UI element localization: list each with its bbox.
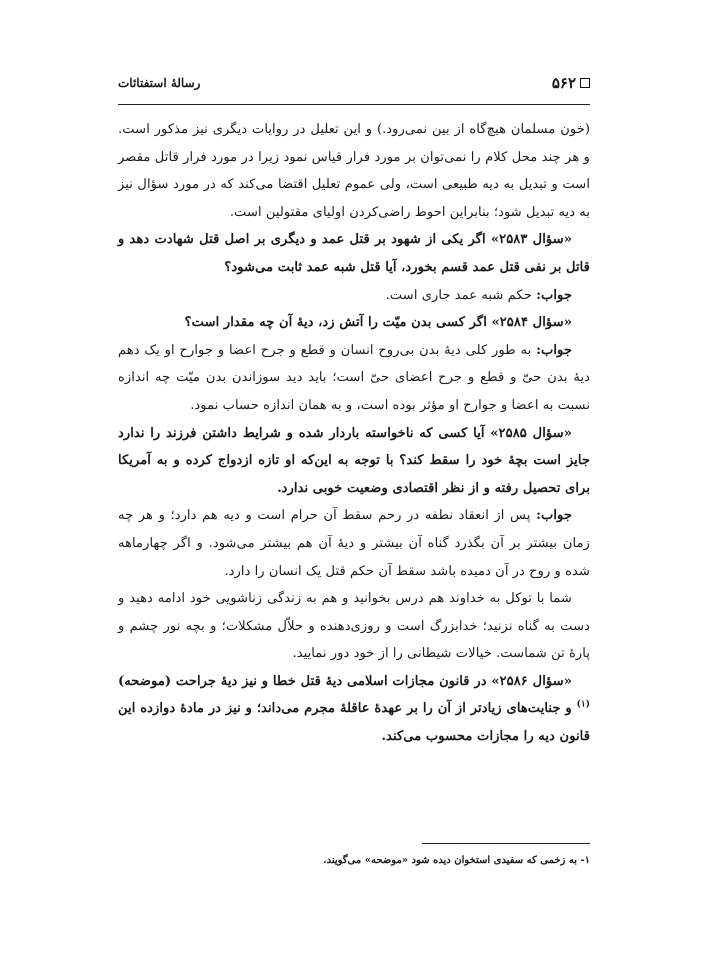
question-2586 bbox=[118, 668, 590, 751]
question-2586-first: «سؤال ۲۵۸۶» در قانون مجازات اسلامی دیهٔ قتل خطا و نیز دیهٔ جراحت (موضحه) bbox=[118, 673, 572, 689]
answer-2583 bbox=[118, 282, 590, 310]
answer-label: جواب: bbox=[536, 342, 572, 358]
answer-label: جواب: bbox=[536, 508, 572, 524]
question-2583: «سؤال ۲۵۸۳» اگر یکی از شهود بر قتل عمد و دیگری بر اصل قتل شهادت دهد و قاتل بر نفی قتل عمد قسم بخورد، آیا قتل شبه عمد ثابت می‌شود؟ bbox=[118, 232, 590, 275]
header-divider bbox=[118, 104, 590, 105]
footnote-mark[interactable]: (۱) bbox=[576, 700, 590, 711]
question-2585: «سؤال ۲۵۸۵» آیا کسی که ناخواسته باردار شده و شرایط داشتن فرزند را ندارد جایز است بچهٔ خود را سقط کند؟ با توجه به این‌که او تازه ازدواج کرده و به آمریکا برای تحصیل رفته و از نظر اقتصادی وضعیت خوبی ندارد. bbox=[118, 425, 590, 496]
answer-2584 bbox=[118, 337, 590, 420]
paragraph-continuation: (خون مسلمان هیچ‌گاه از بین نمی‌رود.) و این تعلیل در روایات دیگری نیز مذکور است. و هر چند محل کلام را نمی‌توان بر مورد فرار قیاس نمود زیرا در مورد فرار قاتل مقصر است و تبدیل به دیه طبیعی است، ولی عموم تعلیل اقتضا می‌کند که در مورد سؤال نیز به دیه تبدیل شود؛ بنابراین احوط راضی‌کردن اولیای مقتولین است. bbox=[118, 122, 590, 220]
answer-label: جواب: bbox=[536, 287, 572, 303]
answer-text: حکم شبه عمد جاری است. bbox=[385, 287, 532, 303]
answer-2585 bbox=[118, 502, 590, 585]
question-2586-second: و جنایت‌های زیادتر از آن را بر عهدهٔ عاقلهٔ مجرم می‌داند؛ و نیز در مادهٔ دوازده این قانون دیه را مجازات محسوب می‌کند. bbox=[118, 701, 590, 745]
footnote-divider bbox=[422, 843, 590, 844]
page-number-group bbox=[552, 74, 590, 92]
question-2584: «سؤال ۲۵۸۴» اگر کسی بدن میّت را آتش زد، دیهٔ آن چه مقدار است؟ bbox=[184, 315, 572, 331]
page-number: ۵۶۲ bbox=[551, 74, 576, 92]
running-title: رسالهٔ استفتائات bbox=[118, 76, 201, 90]
main-text bbox=[118, 116, 590, 751]
footnote: ۱- به زخمی که سفیدی استخوان دیده شود «موضحه» می‌گویند. bbox=[323, 855, 590, 866]
answer-text: به طور کلی دیهٔ بدن بی‌روح انسان و قطع و جرح اعضا و جوارح او یک دهم دیهٔ بدن حیّ و قطع و جرح اعضای حیّ است؛ باید دید سوزاندن بدن میّت چه اندازه نسبت به اعضا و جوارح او مؤثر بوده است، و به همان اندازه حساب نمود. bbox=[118, 342, 590, 413]
page-header bbox=[118, 74, 590, 98]
advice-paragraph: شما با توکل به خداوند هم درس بخوانید و هم به زندگی زناشویی خود ادامه دهید و دست به گناه نزنید؛ خدابزرگ است و روزی‌دهنده و حلاّل مشکلات؛ و بچه نور چشم و پارهٔ تن شماست. خیالات شیطانی را از خود دور نمایید. bbox=[118, 591, 590, 662]
answer-text: پس از انعقاد نطفه در رحم سقط آن حرام است و دیه هم دارد؛ و هر چه زمان بیشتر بر آن بگذرد گناه آن بیشتر و دیهٔ آن هم بیشتر می‌شود. و اگر چهارماهه شده و روح در آن دمیده باشد سقط آن حکم قتل یک انسان را دارد. bbox=[118, 508, 590, 579]
square-bullet-icon bbox=[580, 78, 590, 88]
